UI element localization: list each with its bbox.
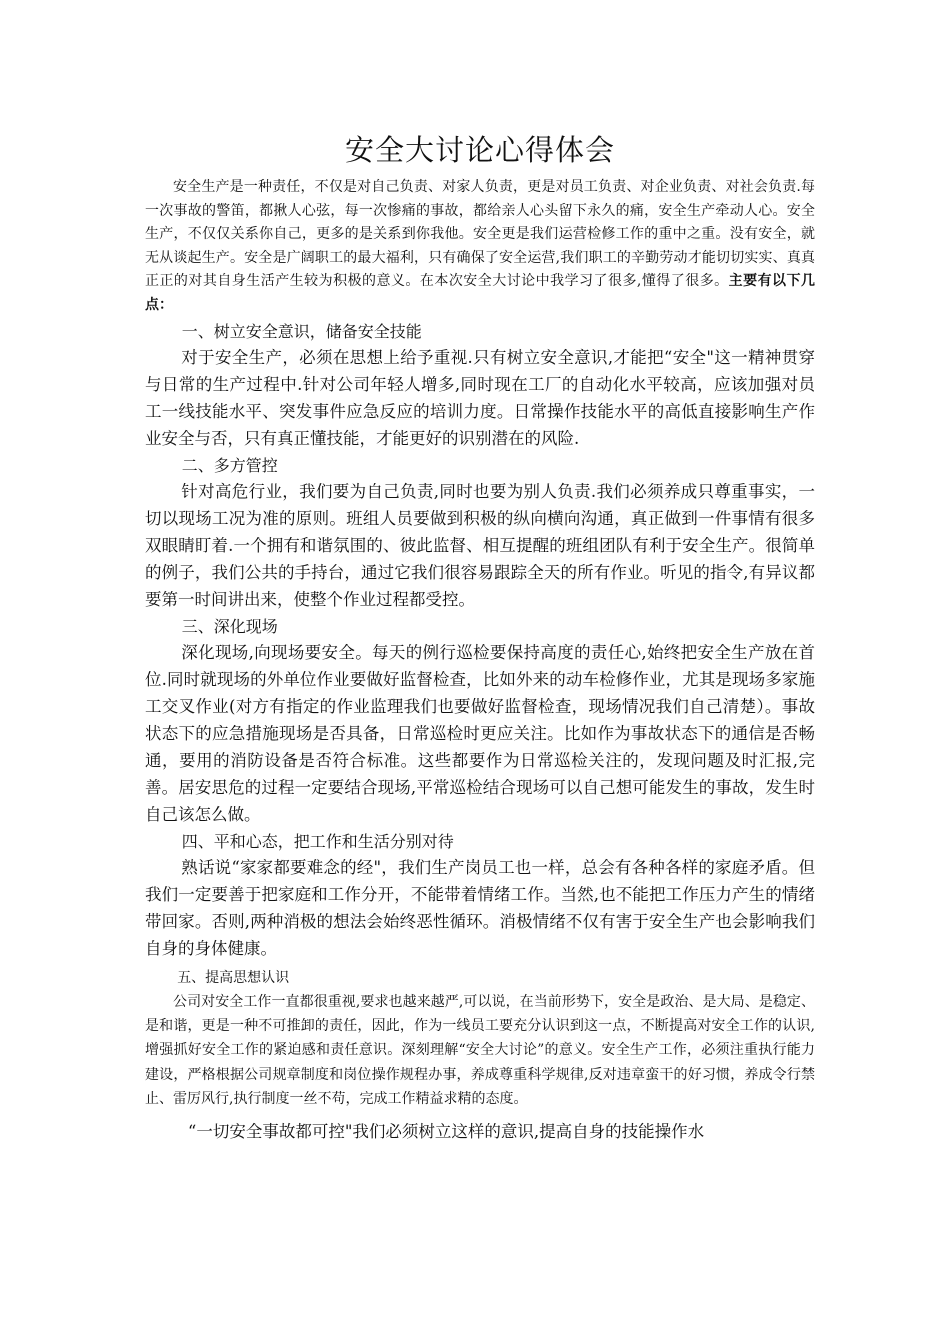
document-page [145, 128, 815, 1145]
section-3-body: 深化现场,向现场要安全。每天的例行巡检要保持高度的责任心,始终把安全生产放在首位.同时就现场的外单位作业要做好监督检查，比如外来的动车检修作业，尤其是现场多家施工交叉作业(对方有指定的作业监理我们也要做好监督检查，现场情况我们自己清楚）。事故状态下的应急措施现场是否具备，日常巡检时更应关注。比如作为事故状态下的通信是否畅通，要用的消防设备是否符合标准。这些都要作为日常巡检关注的，发现问题及时汇报,完善。居安思危的过程一定要结合现场,平常巡检结合现场可以自己想可能发生的事故，发生时自己该怎么做。 [145, 642, 815, 824]
section-5-body: 公司对安全工作一直都很重视,要求也越来越严,可以说，在当前形势下，安全是政治、是大局、是稳定、是和谐，更是一种不可推卸的责任，因此，作为一线员工要充分认识到这一点，不断提高对安全工作的认识,增强抓好安全工作的紧迫感和责任意识。深刻理解“安全大讨论”的意义。安全生产工作，必须注重执行能力建设，严格根据公司规章制度和岗位操作规程办事，养成尊重科学规律,反对违章蛮干的好习惯，养成令行禁止、雷厉风行,执行制度一丝不苟，完成工作精益求精的态度。 [145, 993, 815, 1108]
intro-bold-text: 主要有以下几点： [145, 273, 815, 313]
intro-text: 安全生产是一种责任，不仅是对自己负责、对家人负责，更是对员工负责、对企业负责、对社会负责.每一次事故的警笛，都揪人心弦，每一次惨痛的事故，都给亲人心头留下永久的痛，安全生产牵动人心。安全生产，不仅仅关系你自己，更多的是关系到你我他。安全更是我们运营检修工作的重中之重。没有安全，就无从谈起生产。安全是广阔职工的最大福利，只有确保了安全运营,我们职工的辛勤劳动才能切切实实、真真正正的对其自身生活产生较为积极的意义。在本次安全大讨论中我学习了很多,懂得了很多。 [145, 179, 815, 290]
section-4-heading: 四、平和心态，把工作和生活分别对待 [181, 831, 454, 851]
section-3-heading: 三、深化现场 [181, 616, 278, 636]
section-1-heading: 一、树立安全意识，储备安全技能 [181, 321, 422, 341]
section-1-body: 对于安全生产，必须在思想上给予重视.只有树立安全意识,才能把“安全"这一精神贯穿与日常的生产过程中.针对公司年轻人增多,同时现在工厂的自动化水平较高，应该加强对员工一线技能水平、突发事件应急反应的培训力度。日常操作技能水平的高低直接影响生产作业安全与否，只有真正懂技能，才能更好的识别潜在的风险. [145, 347, 815, 448]
closing-paragraph: “一切安全事故都可控"我们必须树立这样的意识,提高自身的技能操作水 [187, 1121, 705, 1141]
document-title: 安全大讨论心得体会 [344, 133, 615, 167]
section-2-body: 针对高危行业，我们要为自己负责,同时也要为别人负责.我们必须养成只尊重事实，一切以现场工况为准的原则。班组人员要做到积极的纵向横向沟通，真正做到一件事情有很多双眼睛盯着.一个拥有和谐氛围的、彼此监督、相互提醒的班组团队有利于安全生产。很简单的例子，我们公共的手持台，通过它我们很容易跟踪全天的所有作业。听见的指令,有异议都要第一时间讲出来，使整个作业过程都受控。 [145, 481, 815, 609]
intro-paragraph [145, 176, 815, 318]
section-5-heading: 五、提高思想认识 [177, 969, 290, 986]
section-2-heading: 二、多方管控 [181, 455, 278, 475]
section-4-body: 熟话说“家家都要难念的经"，我们生产岗员工也一样，总会有各种各样的家庭矛盾。但我们一定要善于把家庭和工作分开，不能带着情绪工作。当然,也不能把工作压力产生的情绪带回家。否则,两种消极的想法会始终恶性循环。消极情绪不仅有害于安全生产也会影响我们自身的身体健康。 [145, 857, 815, 958]
